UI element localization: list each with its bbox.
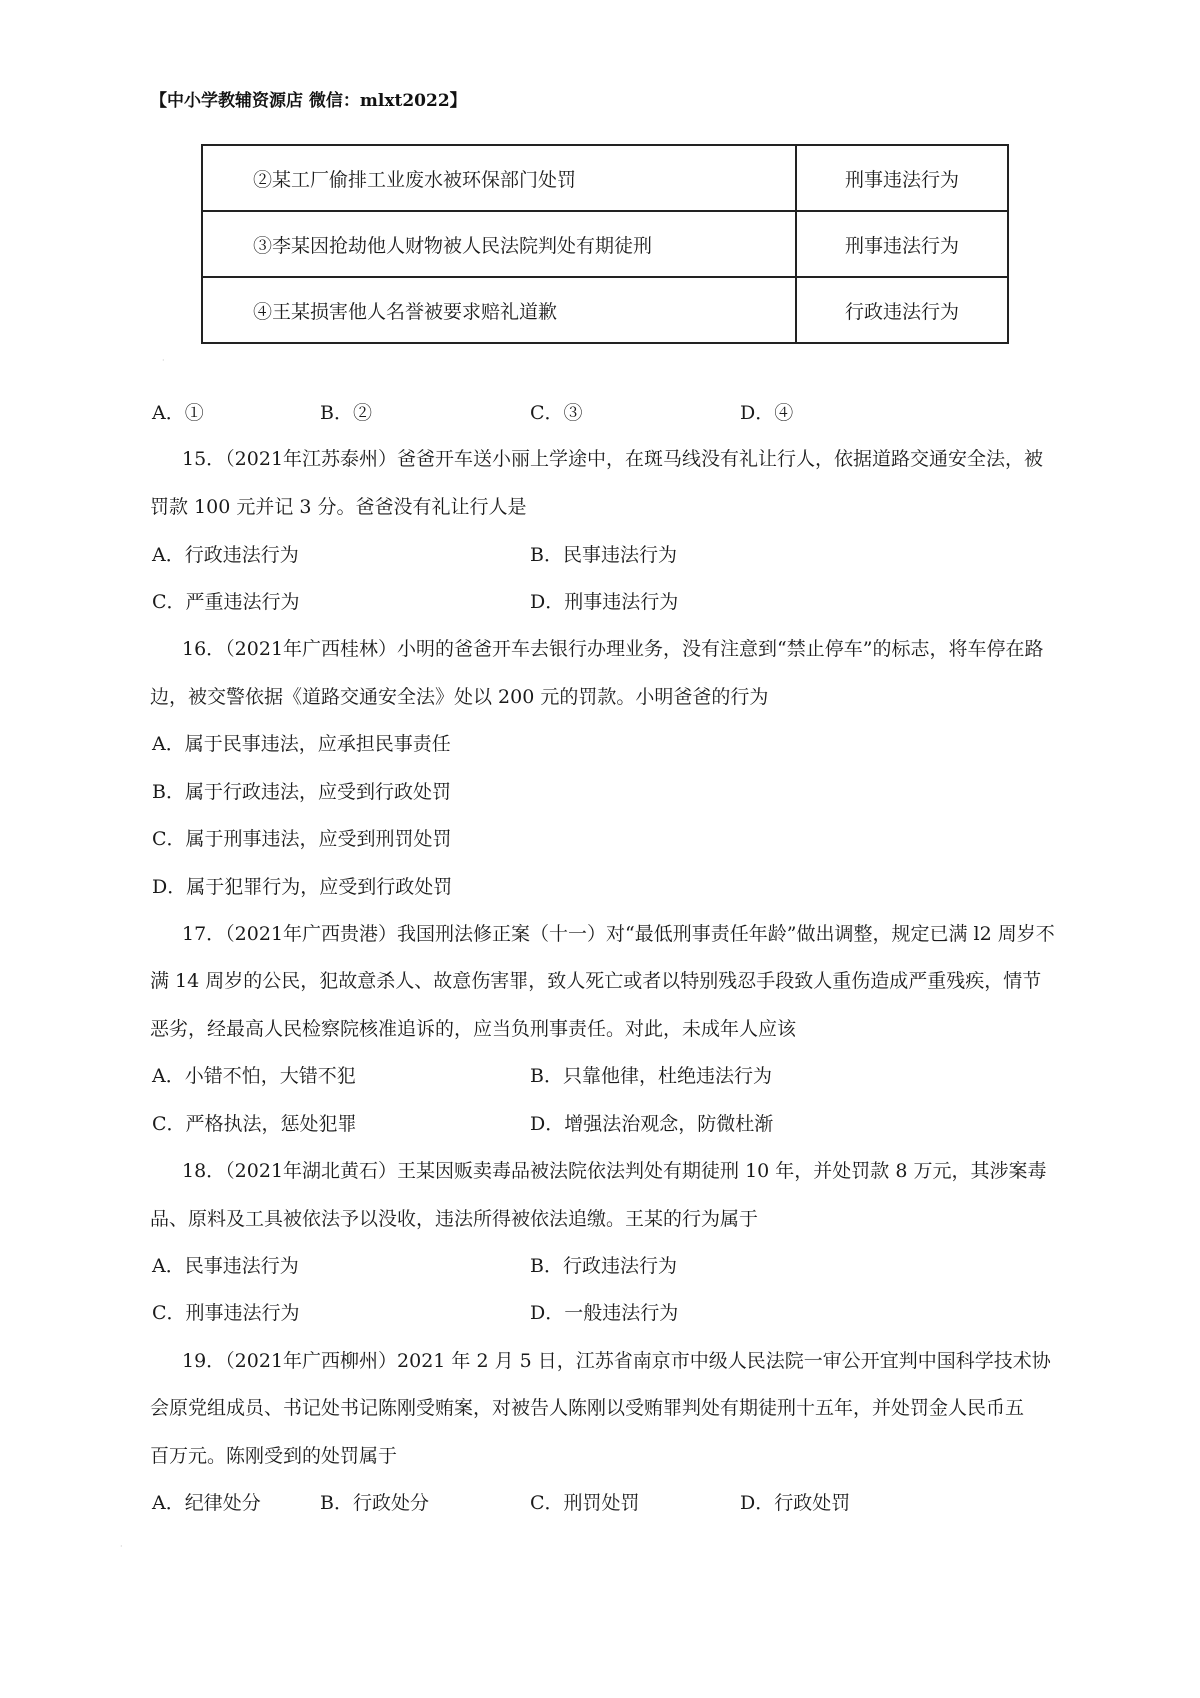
scan-speck: ·: [120, 1542, 123, 1551]
q17-option-c: C．严格执法，惩处犯罪: [152, 1113, 357, 1135]
q19-stem-line: 会原党组成员、书记处书记陈刚受贿案，对被告人陈刚以受贿罪判处有期徒刑十五年，并处罚金人民币五: [150, 1397, 1025, 1419]
q19-option-b: B．行政处分: [320, 1492, 429, 1514]
table-row: [202, 211, 1008, 277]
table-cell-event: ③李某因抢劫他人财物被人民法院判处有期徒刑: [202, 211, 796, 277]
table-cell-event: ④王某损害他人名誉被要求赔礼道歉: [202, 277, 796, 343]
q15-option-a: A．行政违法行为: [152, 544, 299, 566]
q17-stem-line: 恶劣，经最高人民检察院核准追诉的，应当负刑事责任。对此，未成年人应该: [150, 1018, 797, 1040]
q15-stem-line: 罚款 100 元并记 3 分。爸爸没有礼让行人是: [150, 496, 527, 518]
q18-stem-line: 18．（2021年湖北黄石）王某因贩卖毒品被法院依法判处有期徒刑 10 年，并处罚款 8 万元，其涉案毒: [182, 1160, 1047, 1182]
table-cell-event: ②某工厂偷排工业废水被环保部门处罚: [202, 145, 796, 211]
q16-option-c: C．属于刑事违法，应受到刑罚处罚: [152, 828, 452, 850]
q19-option-a: A．纪律处分: [152, 1492, 261, 1514]
table-row: [202, 145, 1008, 211]
q16-option-a: A．属于民事违法，应承担民事责任: [152, 733, 451, 755]
table-cell-type: 行政违法行为: [796, 277, 1008, 343]
q17-stem-line: 17．（2021年广西贵港）我国刑法修正案（十一）对“最低刑事责任年龄”做出调整，规定已满 l2 周岁不: [182, 923, 1055, 945]
scan-speck: ·: [162, 356, 165, 365]
q19-stem-line: 19．（2021年广西柳州）2021 年 2 月 5 日，江苏省南京市中级人民法院一审公开宜判中国科学技术协: [182, 1350, 1051, 1372]
q17-option-a: A．小错不怕，大错不犯: [152, 1065, 356, 1087]
q18-stem-line: 品、原料及工具被依法予以没收，违法所得被依法追缴。王某的行为属于: [150, 1208, 759, 1230]
q15-option-b: B．民事违法行为: [530, 544, 677, 566]
q15-option-c: C．严重违法行为: [152, 591, 300, 613]
q18-option-a: A．民事违法行为: [152, 1255, 299, 1277]
q16-option-b: B．属于行政违法，应受到行政处罚: [152, 781, 451, 803]
table-cell-type: 刑事违法行为: [796, 145, 1008, 211]
q15-option-d: D．刑事违法行为: [530, 591, 679, 613]
q16-stem-line: 16．（2021年广西桂林）小明的爸爸开车去银行办理业务，没有注意到“禁止停车”的标志，将车停在路: [182, 638, 1044, 660]
q14-option-c: C．③: [530, 402, 583, 424]
q14-option-b: B．②: [320, 402, 372, 424]
q15-stem-line: 15．（2021年江苏泰州）爸爸开车送小丽上学途中，在斑马线没有礼让行人，依据道路交通安全法，被: [182, 448, 1044, 470]
q16-option-d: D．属于犯罪行为，应受到行政处罚: [152, 876, 453, 898]
q14-option-d: D．④: [740, 402, 794, 424]
q19-option-d: D．行政处罚: [740, 1492, 851, 1514]
q18-option-d: D．一般违法行为: [530, 1302, 679, 1324]
page-header: 【中小学教辅资源店 微信：mlxt2022】: [150, 91, 467, 111]
comparison-table: [201, 144, 1009, 344]
table-row: [202, 277, 1008, 343]
q17-stem-line: 满 14 周岁的公民，犯故意杀人、故意伤害罪，致人死亡或者以特别残忍手段致人重伤造成严重残疾，情节: [150, 970, 1042, 992]
q17-option-b: B．只靠他律，杜绝违法行为: [530, 1065, 772, 1087]
q17-option-d: D．增强法治观念，防微杜渐: [530, 1113, 774, 1135]
q19-stem-line: 百万元。陈刚受到的处罚属于: [150, 1445, 398, 1467]
q18-option-c: C．刑事违法行为: [152, 1302, 300, 1324]
q16-stem-line: 边，被交警依据《道路交通安全法》处以 200 元的罚款。小明爸爸的行为: [150, 686, 769, 708]
q19-option-c: C．刑罚处罚: [530, 1492, 640, 1514]
q18-option-b: B．行政违法行为: [530, 1255, 677, 1277]
q14-option-a: A．①: [152, 402, 204, 424]
table-cell-type: 刑事违法行为: [796, 211, 1008, 277]
